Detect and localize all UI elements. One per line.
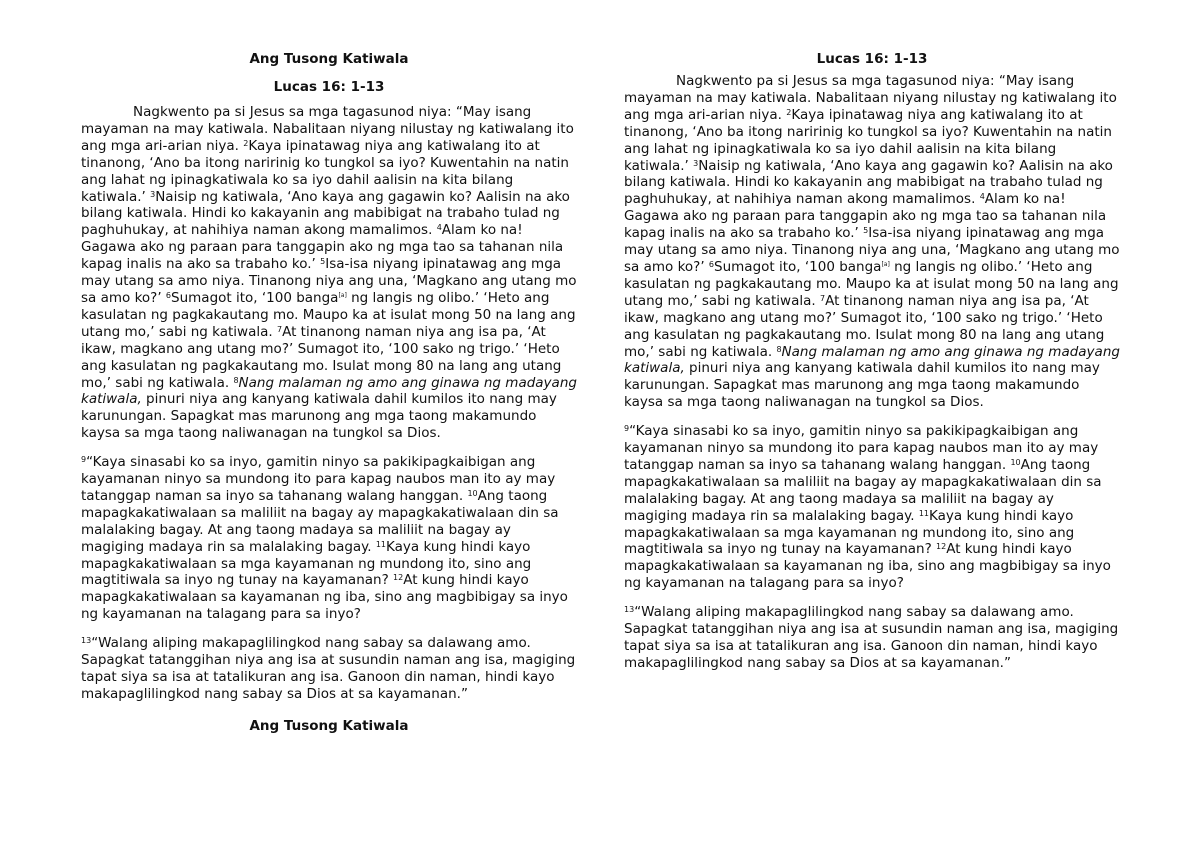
scripture-reference: Lucas 16: 1-13	[816, 51, 928, 67]
passage-paragraph	[624, 73, 1120, 411]
passage-paragraph	[81, 104, 577, 442]
verse-text: Sumagot ito, ‘100 banga	[171, 289, 339, 306]
footnote-marker: [a]	[881, 260, 890, 268]
verse-text: Ang taong mapagkakatiwalaan sa maliliit na bagay ay mapagkakatiwalaan din sa malalaking bagay. At ang taong madaya sa maliliit na bagay ay magiging madaya rin sa malalaking bagay.	[81, 487, 559, 555]
verse-number: 3	[150, 189, 156, 199]
verse-number: 11	[375, 539, 387, 549]
verse-text: Naisip ng katiwala, ‘Ano kaya ang gagawin ko? Aalisin na ako bilang katiwala. Hindi ko kakayanin ang mabibigat na trabaho tulad ng paghuhukay, at nahihiya naman akong mamalimos.	[624, 157, 1113, 208]
verse-text: Sumagot ito, ‘100 banga	[714, 258, 882, 275]
verse-number: 4	[436, 223, 442, 233]
verse-text: “Kaya sinasabi ko sa inyo, gamitin ninyo sa pakikipagkaibigan ang kayamanan ninyo sa mundong ito para kapag naubos man ito ay may tatanggap naman sa inyo sa tahanang walang hanggan.	[624, 423, 1099, 473]
passage-paragraph	[624, 423, 1120, 592]
verse-number: 7	[819, 293, 826, 303]
footnote-marker: [a]	[338, 291, 347, 299]
verse-number: 4	[979, 192, 985, 202]
left-column	[81, 50, 577, 735]
verse-text: pinuri niya ang kanyang katiwala dahil kumilos ito nang may karunungan. Sapagkat mas marunong ang mga taong makamundo kaysa sa mga taong naliwanagan na tungkol sa Dios.	[81, 391, 557, 442]
verse-text: ng langis ng olibo.’ ‘Heto ang kasulatan ng pagkakautang mo. Maupo ka at isulat mong 50 na lang ang utang mo,’ sabi ng katiwala.	[624, 258, 1119, 309]
passage-body	[624, 73, 1120, 672]
verse-number: 3	[693, 158, 699, 168]
verse-text: Alam ko na! Gagawa ako ng paraan para tanggapin ako ng mga tao sa tahanan nila kapag inalis na ako sa trabaho ko.’	[624, 191, 1107, 242]
verse-number: 9	[624, 424, 630, 434]
verse-text: Isa-isa niyang ipinatawag ang mga may utang sa amo niya. Tinanong niya ang una, ‘Magkano ang utang mo sa amo ko?’	[81, 256, 577, 306]
verse-text: “Walang aliping makapaglilingkod nang sabay sa dalawang amo. Sapagkat tatanggihan niya ang isa at susundin naman ang isa, magiging tapat siya sa isa at tatalikuran ang isa. Ganoon din naman, hindi kayo makapaglilingkod nang sabay sa Dios at sa kayamanan.”	[81, 635, 576, 702]
document-title: Ang Tusong Katiwala	[249, 51, 409, 67]
verse-text: ng langis ng olibo.’ ‘Heto ang kasulatan ng pagkakautang mo. Maupo ka at isulat mong 50 na lang ang utang mo,’ sabi ng katiwala.	[81, 289, 576, 340]
verse-number: 12	[393, 573, 404, 583]
verse-number: 10	[467, 488, 478, 498]
verse-number: 13	[624, 605, 635, 615]
verse-number: 6	[708, 259, 715, 269]
verse-text: Isa-isa niyang ipinatawag ang mga may utang sa amo niya. Tinanong niya ang una, ‘Magkano ang utang mo sa amo ko?’	[624, 225, 1120, 275]
verse-text: “Kaya sinasabi ko sa inyo, gamitin ninyo sa pakikipagkaibigan ang kayamanan ninyo sa mundong ito para kapag naubos man ito ay may tatanggap naman sa inyo sa tahanang walang hanggan.	[81, 454, 556, 504]
verse-text: Naisip ng katiwala, ‘Ano kaya ang gagawin ko? Aalisin na ako bilang katiwala. Hindi ko kakayanin ang mabibigat na trabaho tulad ng paghuhukay, at nahihiya naman akong mamalimos.	[81, 188, 570, 239]
verse-text: At kung hindi kayo mapagkakatiwalaan sa kayamanan ng iba, sino ang magbibigay sa inyo ng kayamanan na talagang para sa inyo?	[81, 572, 568, 623]
verse-number: 12	[936, 542, 947, 552]
verse-number: 13	[81, 636, 92, 646]
verse-text: Nagkwento pa si Jesus sa mga tagasunod niya: “May isang mayaman na may katiwala. Nabalitaan niyang nilustay ng katiwalang ito ang mga ari-arian niya.	[81, 104, 574, 154]
verse-number: 8	[233, 375, 239, 385]
verse-text: Kaya ipinatawag niya ang katiwalang ito at tinanong, ‘Ano ba itong naririnig ko tungkol sa iyo? Kuwentahin na natin ang lahat ng ipinagkatiwala ko sa iyo dahil aalisin na kita bilang katiwala.’	[81, 137, 569, 205]
verse-number: 5	[320, 257, 326, 267]
verse-text: Ang taong mapagkakatiwalaan sa maliliit na bagay ay mapagkakatiwalaan din sa malalaking bagay. At ang taong madaya sa maliliit na bagay ay magiging madaya rin sa malalaking bagay.	[624, 456, 1102, 524]
passage-paragraph	[624, 604, 1120, 672]
verse-text: At kung hindi kayo mapagkakatiwalaan sa kayamanan ng iba, sino ang magbibigay sa inyo ng kayamanan na talagang para sa inyo?	[624, 541, 1111, 592]
emphasized-text: Nang malaman ng amo ang ginawa ng madayang katiwala,	[81, 374, 577, 408]
passage-paragraph	[81, 635, 577, 703]
document-title-footer: Ang Tusong Katiwala	[249, 717, 409, 734]
verse-number: 7	[276, 324, 283, 334]
verse-number: 10	[1010, 457, 1021, 467]
verse-number: 8	[776, 344, 782, 354]
verse-number: 2	[786, 107, 792, 117]
verse-text: “Walang aliping makapaglilingkod nang sabay sa dalawang amo. Sapagkat tatanggihan niya ang isa at susundin naman ang isa, magiging tapat siya sa isa at tatalikuran ang isa. Ganoon din naman, hindi kayo makapaglilingkod nang sabay sa Dios at sa kayamanan.”	[624, 604, 1119, 671]
passage-body	[81, 104, 577, 703]
verse-number: 11	[918, 508, 930, 518]
verse-text: Kaya ipinatawag niya ang katiwalang ito at tinanong, ‘Ano ba itong naririnig ko tungkol sa iyo? Kuwentahin na natin ang lahat ng ipinagkatiwala ko sa iyo dahil aalisin na kita bilang katiwala.’	[624, 106, 1112, 174]
verse-text: Kaya kung hindi kayo mapagkakatiwalaan sa mga kayamanan ng mundong ito, sino ang magtitiwala sa inyo ng tunay na kayamanan?	[81, 538, 532, 589]
scripture-reference: Lucas 16: 1-13	[273, 79, 385, 95]
verse-number: 2	[243, 138, 249, 148]
verse-text: Alam ko na! Gagawa ako ng paraan para tanggapin ako ng mga tao sa tahanan nila kapag inalis na ako sa trabaho ko.’	[81, 222, 564, 273]
right-column	[624, 50, 1120, 684]
verse-text: Nagkwento pa si Jesus sa mga tagasunod niya: “May isang mayaman na may katiwala. Nabalitaan niyang nilustay ng katiwalang ito ang mga ari-arian niya.	[624, 73, 1117, 123]
verse-number: 9	[81, 455, 87, 465]
verse-text: At tinanong naman niya ang isa pa, ‘At ikaw, magkano ang utang mo?’ Sumagot ito, ‘100 sako ng trigo.’ ‘Heto ang kasulatan ng pagkakautang mo. Isulat mong 80 na lang ang utang mo,’ sabi ng katiwala.	[624, 292, 1105, 360]
verse-text: Kaya kung hindi kayo mapagkakatiwalaan sa mga kayamanan ng mundong ito, sino ang magtitiwala sa inyo ng tunay na kayamanan?	[624, 507, 1075, 558]
passage-paragraph	[81, 454, 577, 623]
verse-number: 6	[165, 290, 172, 300]
verse-text: pinuri niya ang kanyang katiwala dahil kumilos ito nang may karunungan. Sapagkat mas marunong ang mga taong makamundo kaysa sa mga taong naliwanagan na tungkol sa Dios.	[624, 360, 1100, 411]
verse-text: At tinanong naman niya ang isa pa, ‘At ikaw, magkano ang utang mo?’ Sumagot ito, ‘100 sako ng trigo.’ ‘Heto ang kasulatan ng pagkakautang mo. Isulat mong 80 na lang ang utang mo,’ sabi ng katiwala.	[81, 323, 562, 391]
verse-number: 5	[863, 226, 869, 236]
emphasized-text: Nang malaman ng amo ang ginawa ng madayang katiwala,	[624, 343, 1120, 377]
